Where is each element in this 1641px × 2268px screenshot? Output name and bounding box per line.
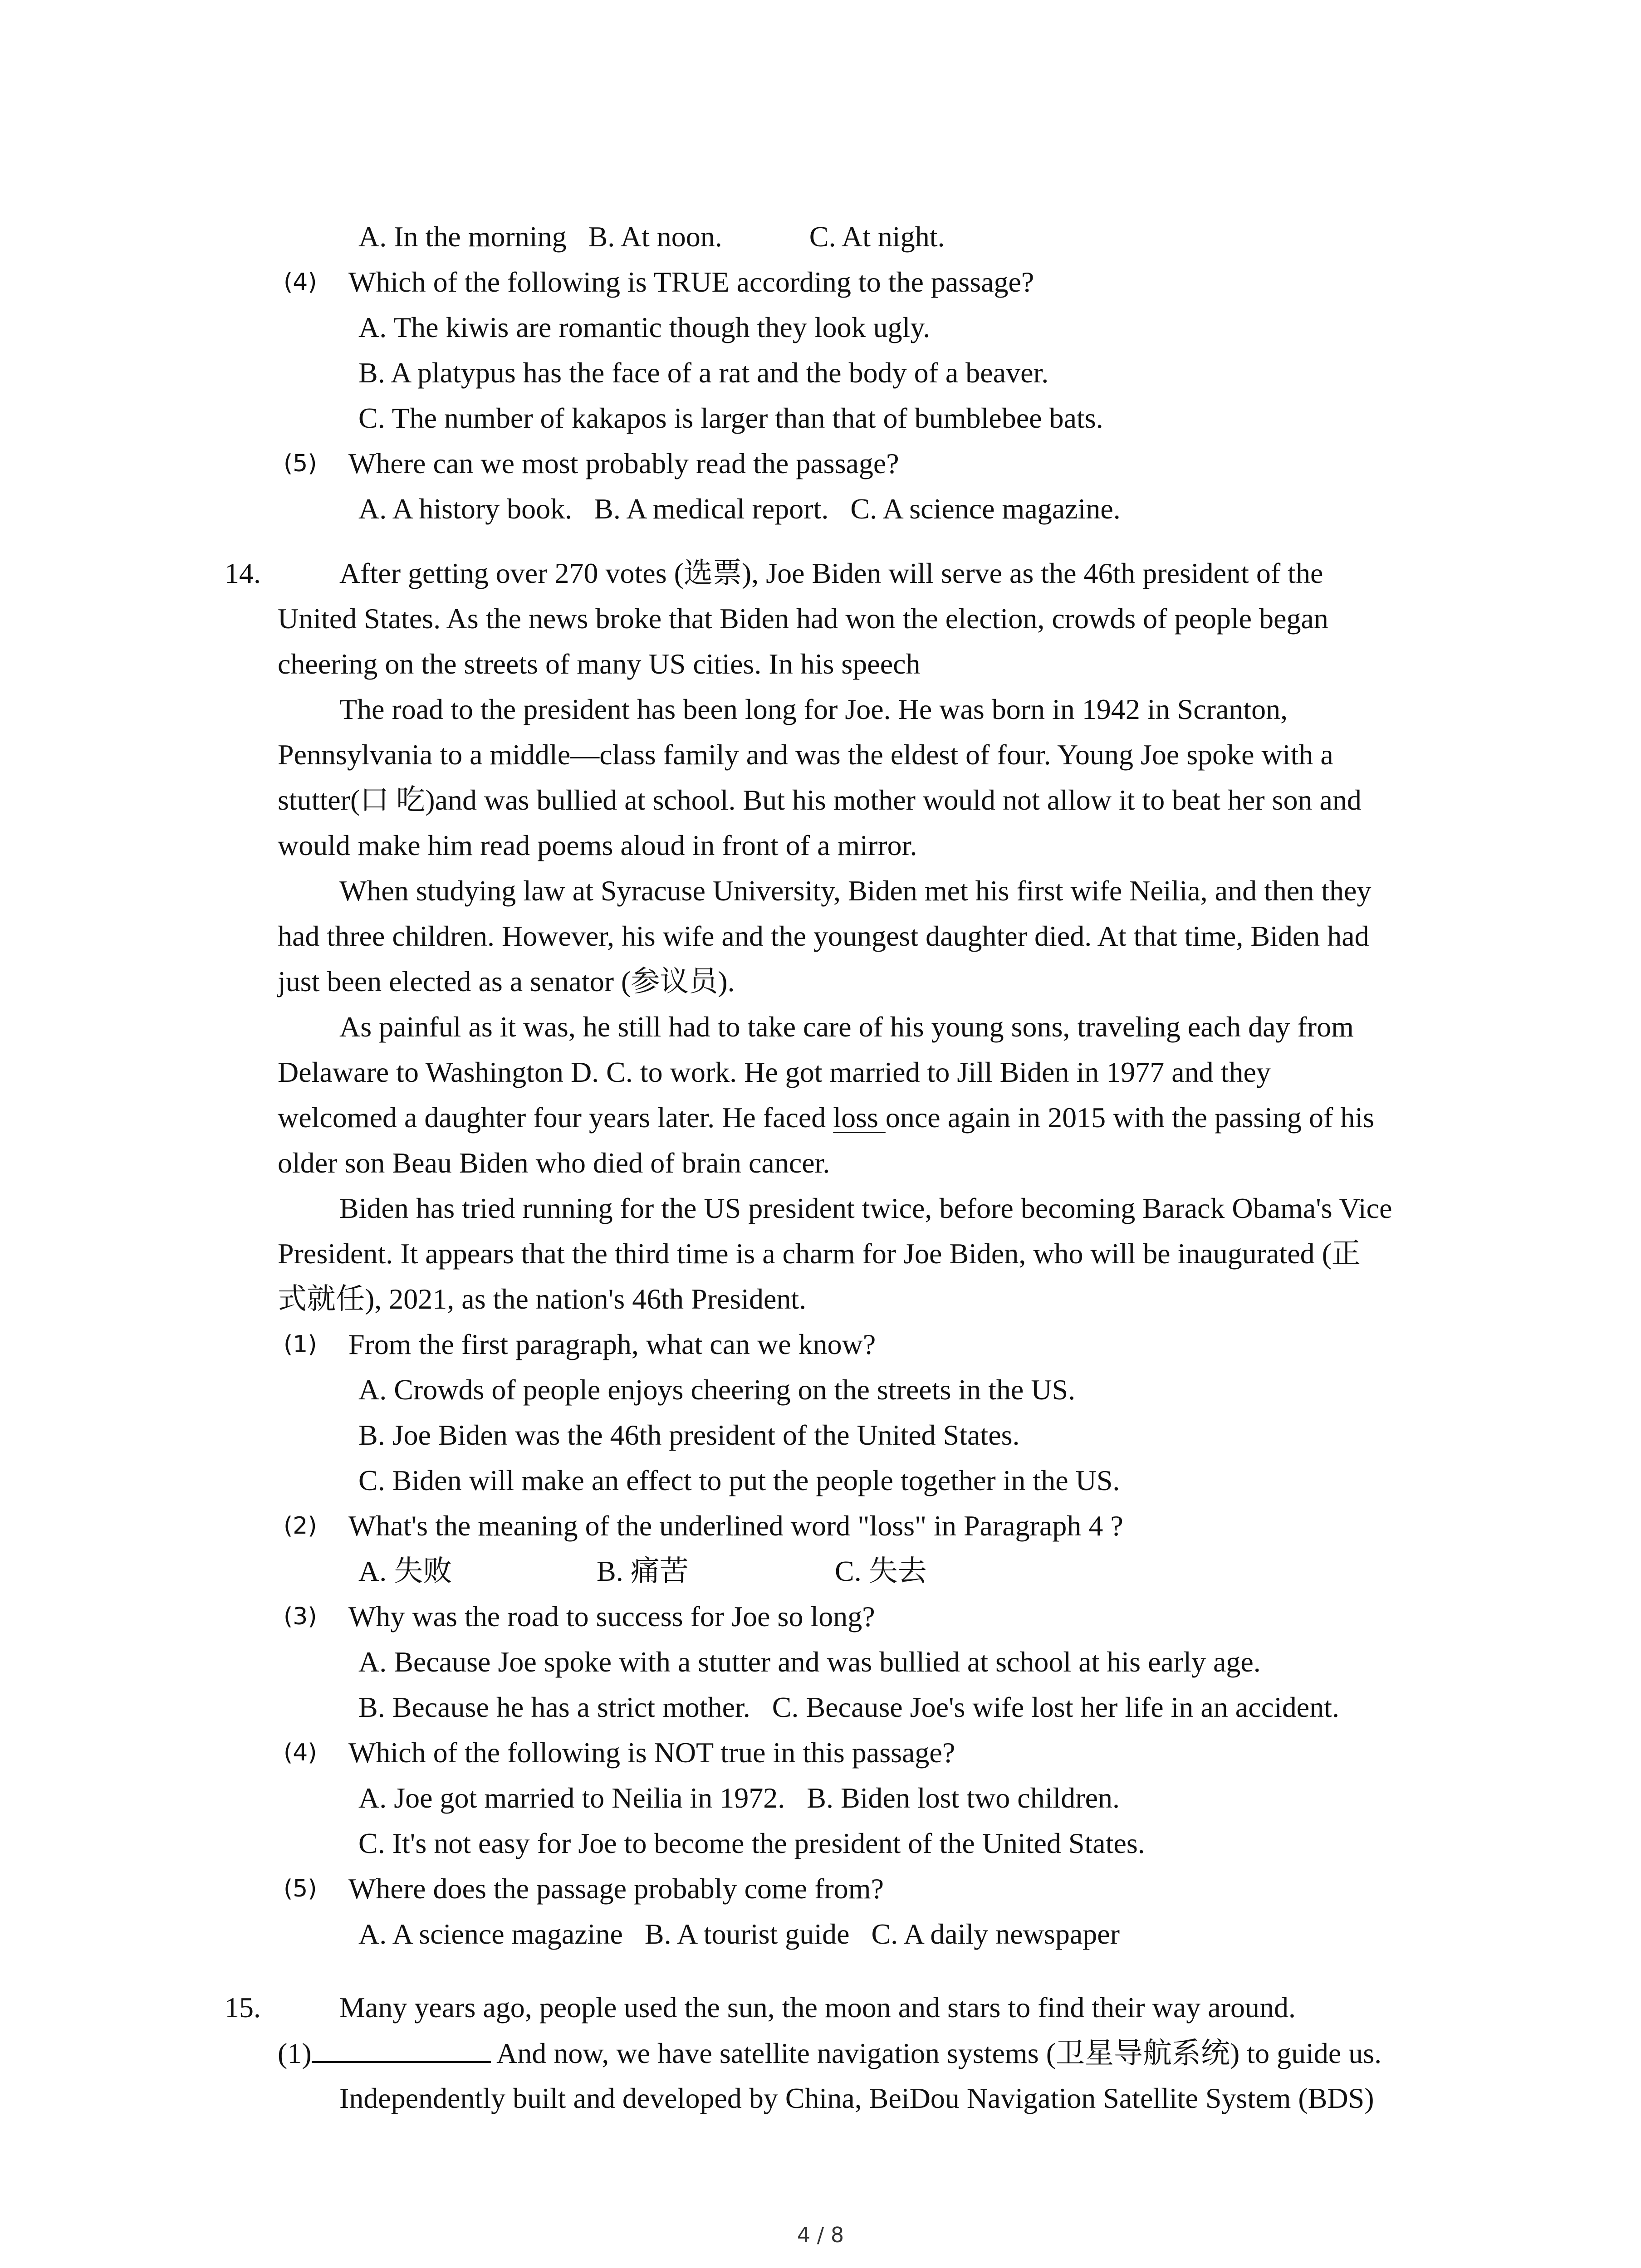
q15-line3: Independently built and developed by China, BeiDou Navigation Satellite System (BDS): [339, 2082, 1374, 2114]
q14-p2-line4: would make him read poems aloud in front of a mirror.: [278, 829, 917, 861]
q15-line2: [278, 2035, 1381, 2072]
q14-p2-line2: Pennsylvania to a middle—class family and was the eldest of four. Young Joe spoke with a: [278, 738, 1333, 771]
q13-4-number: (4): [284, 269, 317, 296]
q14-3-options-bc: B. Because he has a strict mother. C. Because Joe's wife lost her life in an accident.: [358, 1691, 1339, 1723]
q14-4-question: Which of the following is NOT true in this passage?: [348, 1736, 955, 1769]
q14-2-option-b: B. 痛苦: [597, 1555, 689, 1587]
q15-line2-text: And now, we have satellite navigation systems (卫星导航系统) to guide us.: [490, 2037, 1382, 2069]
q14-p4-line1: As painful as it was, he still had to take care of his young sons, traveling each day from: [339, 1011, 1354, 1043]
q14-1-number: (1): [284, 1331, 317, 1358]
q13-5-number: (5): [284, 450, 317, 477]
q14-4-options-ab: A. Joe got married to Neilia in 1972. B. Biden lost two children.: [358, 1782, 1120, 1814]
q14-3-option-a: A. Because Joe spoke with a stutter and was bullied at school at his early age.: [358, 1646, 1261, 1678]
q14-3-number: (3): [284, 1603, 317, 1630]
q14-p4-line3-start: welcomed a daughter four years later. He faced: [278, 1101, 833, 1134]
q13-5-options: A. A history book. B. A medical report. C. A science magazine.: [358, 493, 1121, 525]
q14-5-number: (5): [284, 1875, 317, 1902]
q13-5-question: Where can we most probably read the passage?: [348, 447, 899, 479]
q14-p4-line3-end: once again in 2015 with the passing of his: [885, 1101, 1375, 1134]
q14-p1-line3: cheering on the streets of many US cities. In his speech: [278, 648, 921, 680]
answer-blank-1[interactable]: [312, 2035, 491, 2063]
q14-2-option-c: C. 失去: [835, 1555, 927, 1587]
q15-blank-number: (1): [278, 2037, 312, 2069]
q13-4-option-c: C. The number of kakapos is larger than that of bumblebee bats.: [358, 402, 1103, 434]
q14-p2-line1: The road to the president has been long for Joe. He was born in 1942 in Scranton,: [339, 693, 1288, 725]
page-number: 4 / 8: [797, 2223, 844, 2247]
q13-4-option-a: A. The kiwis are romantic though they look ugly.: [358, 311, 931, 343]
q14-1-option-a: A. Crowds of people enjoys cheering on the streets in the US.: [358, 1374, 1076, 1406]
q13-4-question: Which of the following is TRUE according to the passage?: [348, 266, 1034, 298]
q14-p1-line2: United States. As the news broke that Biden had won the election, crowds of people began: [278, 602, 1328, 635]
q14-5-options: A. A science magazine B. A tourist guide C. A daily newspaper: [358, 1918, 1120, 1950]
q14-1-question: From the first paragraph, what can we know?: [348, 1328, 876, 1360]
q14-p3-line1: When studying law at Syracuse University, Biden met his first wife Neilia, and then they: [339, 875, 1372, 907]
underlined-word-loss: loss: [833, 1101, 886, 1134]
q14-5-question: Where does the passage probably come from?: [348, 1872, 884, 1905]
q15-number: 15.: [225, 1991, 261, 2024]
q14-4-option-c: C. It's not easy for Joe to become the president of the United States.: [358, 1827, 1145, 1859]
q14-1-option-c: C. Biden will make an effect to put the people together in the US.: [358, 1464, 1120, 1496]
q13-3-options: A. In the morning B. At noon. C. At night.: [358, 220, 945, 253]
q14-p3-line2: had three children. However, his wife and the youngest daughter died. At that time, Biden had: [278, 920, 1369, 952]
q14-p1-line1: After getting over 270 votes (选票), Joe Biden will serve as the 46th president of the: [339, 557, 1323, 589]
q15-line1: Many years ago, people used the sun, the moon and stars to find their way around.: [339, 1991, 1296, 2024]
q14-p4-line2: Delaware to Washington D. C. to work. He got married to Jill Biden in 1977 and they: [278, 1056, 1271, 1088]
q14-number: 14.: [225, 557, 261, 589]
q14-p4-line4: older son Beau Biden who died of brain cancer.: [278, 1147, 830, 1179]
q14-2-number: (2): [284, 1512, 317, 1540]
q14-p5-line3: 式就任), 2021, as the nation's 46th President.: [278, 1283, 807, 1315]
q14-p5-line1: Biden has tried running for the US president twice, before becoming Barack Obama's Vice: [339, 1192, 1392, 1224]
q14-p2-line3: stutter(口 吃)and was bullied at school. But his mother would not allow it to beat her son and: [278, 784, 1362, 816]
q14-2-question: What's the meaning of the underlined word "loss" in Paragraph 4 ?: [348, 1510, 1123, 1542]
q14-p5-line2: President. It appears that the third time is a charm for Joe Biden, who will be inaugurated (正: [278, 1237, 1361, 1270]
q14-p4-line3: [278, 1100, 1374, 1136]
q14-3-question: Why was the road to success for Joe so long?: [348, 1600, 875, 1633]
q14-4-number: (4): [284, 1739, 317, 1766]
q13-4-option-b: B. A platypus has the face of a rat and the body of a beaver.: [358, 357, 1049, 389]
q14-1-option-b: B. Joe Biden was the 46th president of the United States.: [358, 1419, 1020, 1451]
q14-p3-line3: just been elected as a senator (参议员).: [278, 965, 735, 997]
q14-2-option-a: A. 失败: [358, 1555, 452, 1587]
